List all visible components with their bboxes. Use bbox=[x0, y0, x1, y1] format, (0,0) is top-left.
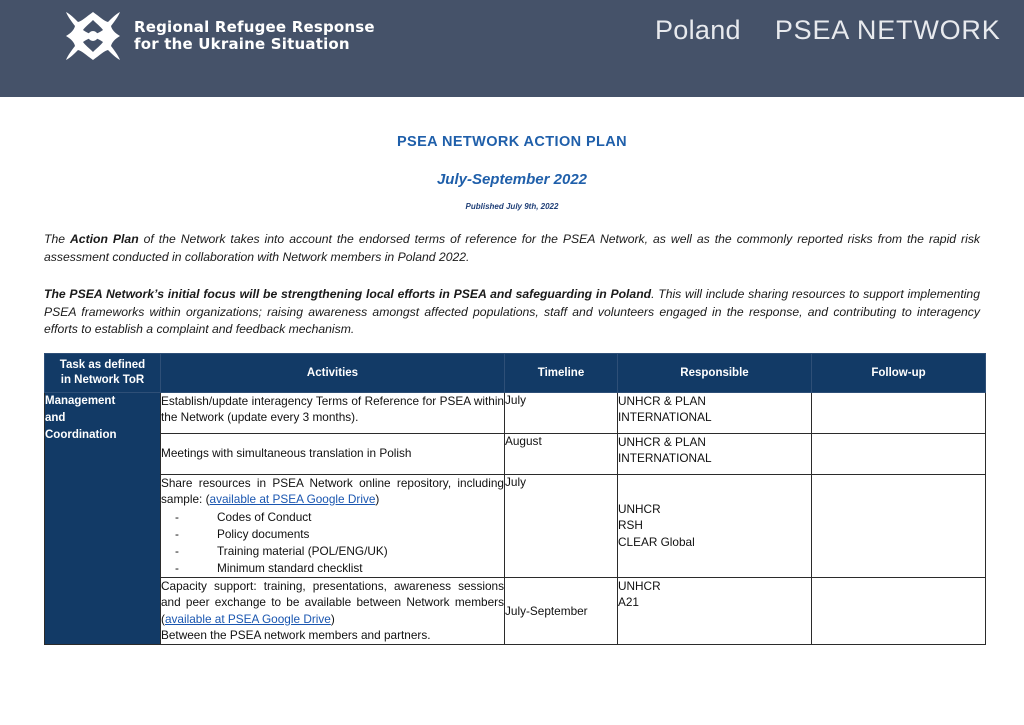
logo-line-1: Regional Refugee Response bbox=[134, 18, 375, 36]
page-title: PSEA NETWORK ACTION PLAN bbox=[396, 134, 628, 150]
followup-cell bbox=[812, 433, 986, 474]
list-item bbox=[175, 509, 504, 526]
task-group-line2: and bbox=[45, 411, 66, 424]
followup-cell bbox=[812, 474, 986, 577]
timeline-cell bbox=[505, 392, 618, 433]
list-item-label: Training material (POL/ENG/UK) bbox=[217, 543, 388, 558]
activity-cell bbox=[161, 474, 505, 577]
list-item bbox=[175, 560, 504, 577]
timeline-text: July bbox=[505, 392, 526, 407]
list-item-label: Minimum standard checklist bbox=[217, 560, 363, 575]
intro-p1-part-c: of the Network takes into account the endorsed terms of reference for the PSEA Network, as well as the commonly reported risks from the rapid risk assessment conducted in collaboration with Network members in Poland 2022. bbox=[44, 232, 981, 264]
followup-cell bbox=[812, 577, 986, 644]
logo-text bbox=[134, 19, 375, 53]
activity-text: Capacity support: training, presentations, awareness sessions and peer exchange to be available between Network members ( bbox=[161, 578, 504, 626]
responsible-cell bbox=[618, 392, 812, 433]
responsible-line-2: INTERNATIONAL bbox=[618, 410, 712, 424]
activity-text-post: ) bbox=[330, 611, 335, 626]
timeline-text: July bbox=[505, 474, 526, 489]
rrrp-logo bbox=[62, 8, 375, 64]
dash-bullet-icon: - bbox=[175, 560, 179, 575]
column-header-task-line2: in Network ToR bbox=[60, 373, 145, 386]
table-row bbox=[45, 474, 986, 577]
responsible-cell bbox=[618, 577, 812, 644]
activity-cell bbox=[161, 433, 505, 474]
column-header-task bbox=[45, 353, 161, 392]
header-country-label: Poland bbox=[655, 15, 741, 45]
table-header-row bbox=[45, 353, 986, 392]
table-row bbox=[45, 392, 986, 433]
list-item bbox=[175, 543, 504, 560]
psea-google-drive-link[interactable]: available at PSEA Google Drive bbox=[164, 611, 331, 626]
page-header bbox=[0, 0, 1024, 97]
activity-cell bbox=[161, 392, 505, 433]
intro-paragraph-1 bbox=[44, 231, 980, 266]
table-row bbox=[45, 577, 986, 644]
followup-cell bbox=[812, 392, 986, 433]
timeline-cell bbox=[505, 577, 618, 644]
column-header-timeline: Timeline bbox=[505, 353, 618, 392]
list-item-label: Policy documents bbox=[217, 526, 310, 541]
table-header bbox=[45, 353, 986, 392]
dash-bullet-icon: - bbox=[175, 526, 179, 541]
column-header-activities: Activities bbox=[161, 353, 505, 392]
column-header-responsible: Responsible bbox=[618, 353, 812, 392]
intro-p2-bold: The PSEA Network’s initial focus will be strengthening local efforts in PSEA and safeguarding in Poland bbox=[44, 287, 652, 301]
column-header-task-line1: Task as defined bbox=[59, 358, 146, 371]
timeline-cell bbox=[505, 474, 618, 577]
intro-p1-bold: Action Plan bbox=[70, 232, 139, 246]
activity-bullet-list bbox=[161, 509, 504, 577]
task-group-cell bbox=[45, 392, 161, 644]
responsible-line-2: A21 bbox=[618, 595, 639, 609]
table-row bbox=[45, 433, 986, 474]
rrrp-four-petal-logo-icon bbox=[62, 8, 124, 64]
responsible-line-1: UNHCR & PLAN bbox=[618, 434, 706, 449]
intro-p2-rest: . This will include sharing resources to support implementing PSEA frameworks within organizations; raising awareness amongst affected populations, staff and volunteers engaged in the response, and contributing to interagency efforts to establish a complaint and feedback mechanism. bbox=[44, 287, 980, 336]
responsible-line-3: CLEAR Global bbox=[618, 534, 695, 549]
document-body bbox=[0, 134, 1024, 645]
activity-text: Share resources in PSEA Network online repository, including sample: ( bbox=[161, 475, 504, 506]
timeline-text: July-September bbox=[505, 603, 588, 618]
action-plan-table bbox=[44, 353, 986, 645]
timeline-text: August bbox=[505, 433, 542, 448]
task-group-line1: Management bbox=[45, 394, 116, 407]
psea-google-drive-link[interactable]: available at PSEA Google Drive bbox=[209, 492, 376, 506]
dash-bullet-icon: - bbox=[175, 509, 179, 524]
published-date: Published July 9th, 2022 bbox=[465, 202, 559, 211]
responsible-line-2: INTERNATIONAL bbox=[618, 451, 712, 465]
logo-line-2: for the Ukraine Situation bbox=[134, 35, 350, 53]
header-titles bbox=[655, 15, 1001, 46]
header-network-label: PSEA NETWORK bbox=[774, 15, 1001, 45]
responsible-line-1: UNHCR bbox=[618, 578, 661, 593]
responsible-line-2: RSH bbox=[618, 518, 643, 533]
list-item bbox=[175, 526, 504, 543]
table-body bbox=[45, 392, 986, 644]
dash-bullet-icon: - bbox=[175, 543, 179, 558]
page-subtitle-period: July-September 2022 bbox=[436, 171, 588, 188]
responsible-line-1: UNHCR bbox=[618, 501, 661, 516]
activity-text: Meetings with simultaneous translation in Polish bbox=[161, 446, 412, 461]
responsible-line-1: UNHCR & PLAN bbox=[618, 393, 706, 408]
list-item-label: Codes of Conduct bbox=[217, 509, 312, 524]
timeline-cell bbox=[505, 433, 618, 474]
task-group-line3: Coordination bbox=[45, 428, 117, 441]
activity-text: Establish/update interagency Terms of Reference for PSEA within the Network (update every 3 months). bbox=[161, 393, 504, 424]
activity-cell bbox=[161, 577, 505, 644]
activity-text-post: ) bbox=[375, 492, 380, 506]
responsible-cell bbox=[618, 474, 812, 577]
intro-paragraph-2 bbox=[44, 286, 980, 339]
responsible-cell bbox=[618, 433, 812, 474]
column-header-followup: Follow-up bbox=[812, 353, 986, 392]
activity-last-line: Between the PSEA network members and partners. bbox=[161, 628, 431, 642]
intro-p1-part-a: The bbox=[44, 232, 70, 246]
